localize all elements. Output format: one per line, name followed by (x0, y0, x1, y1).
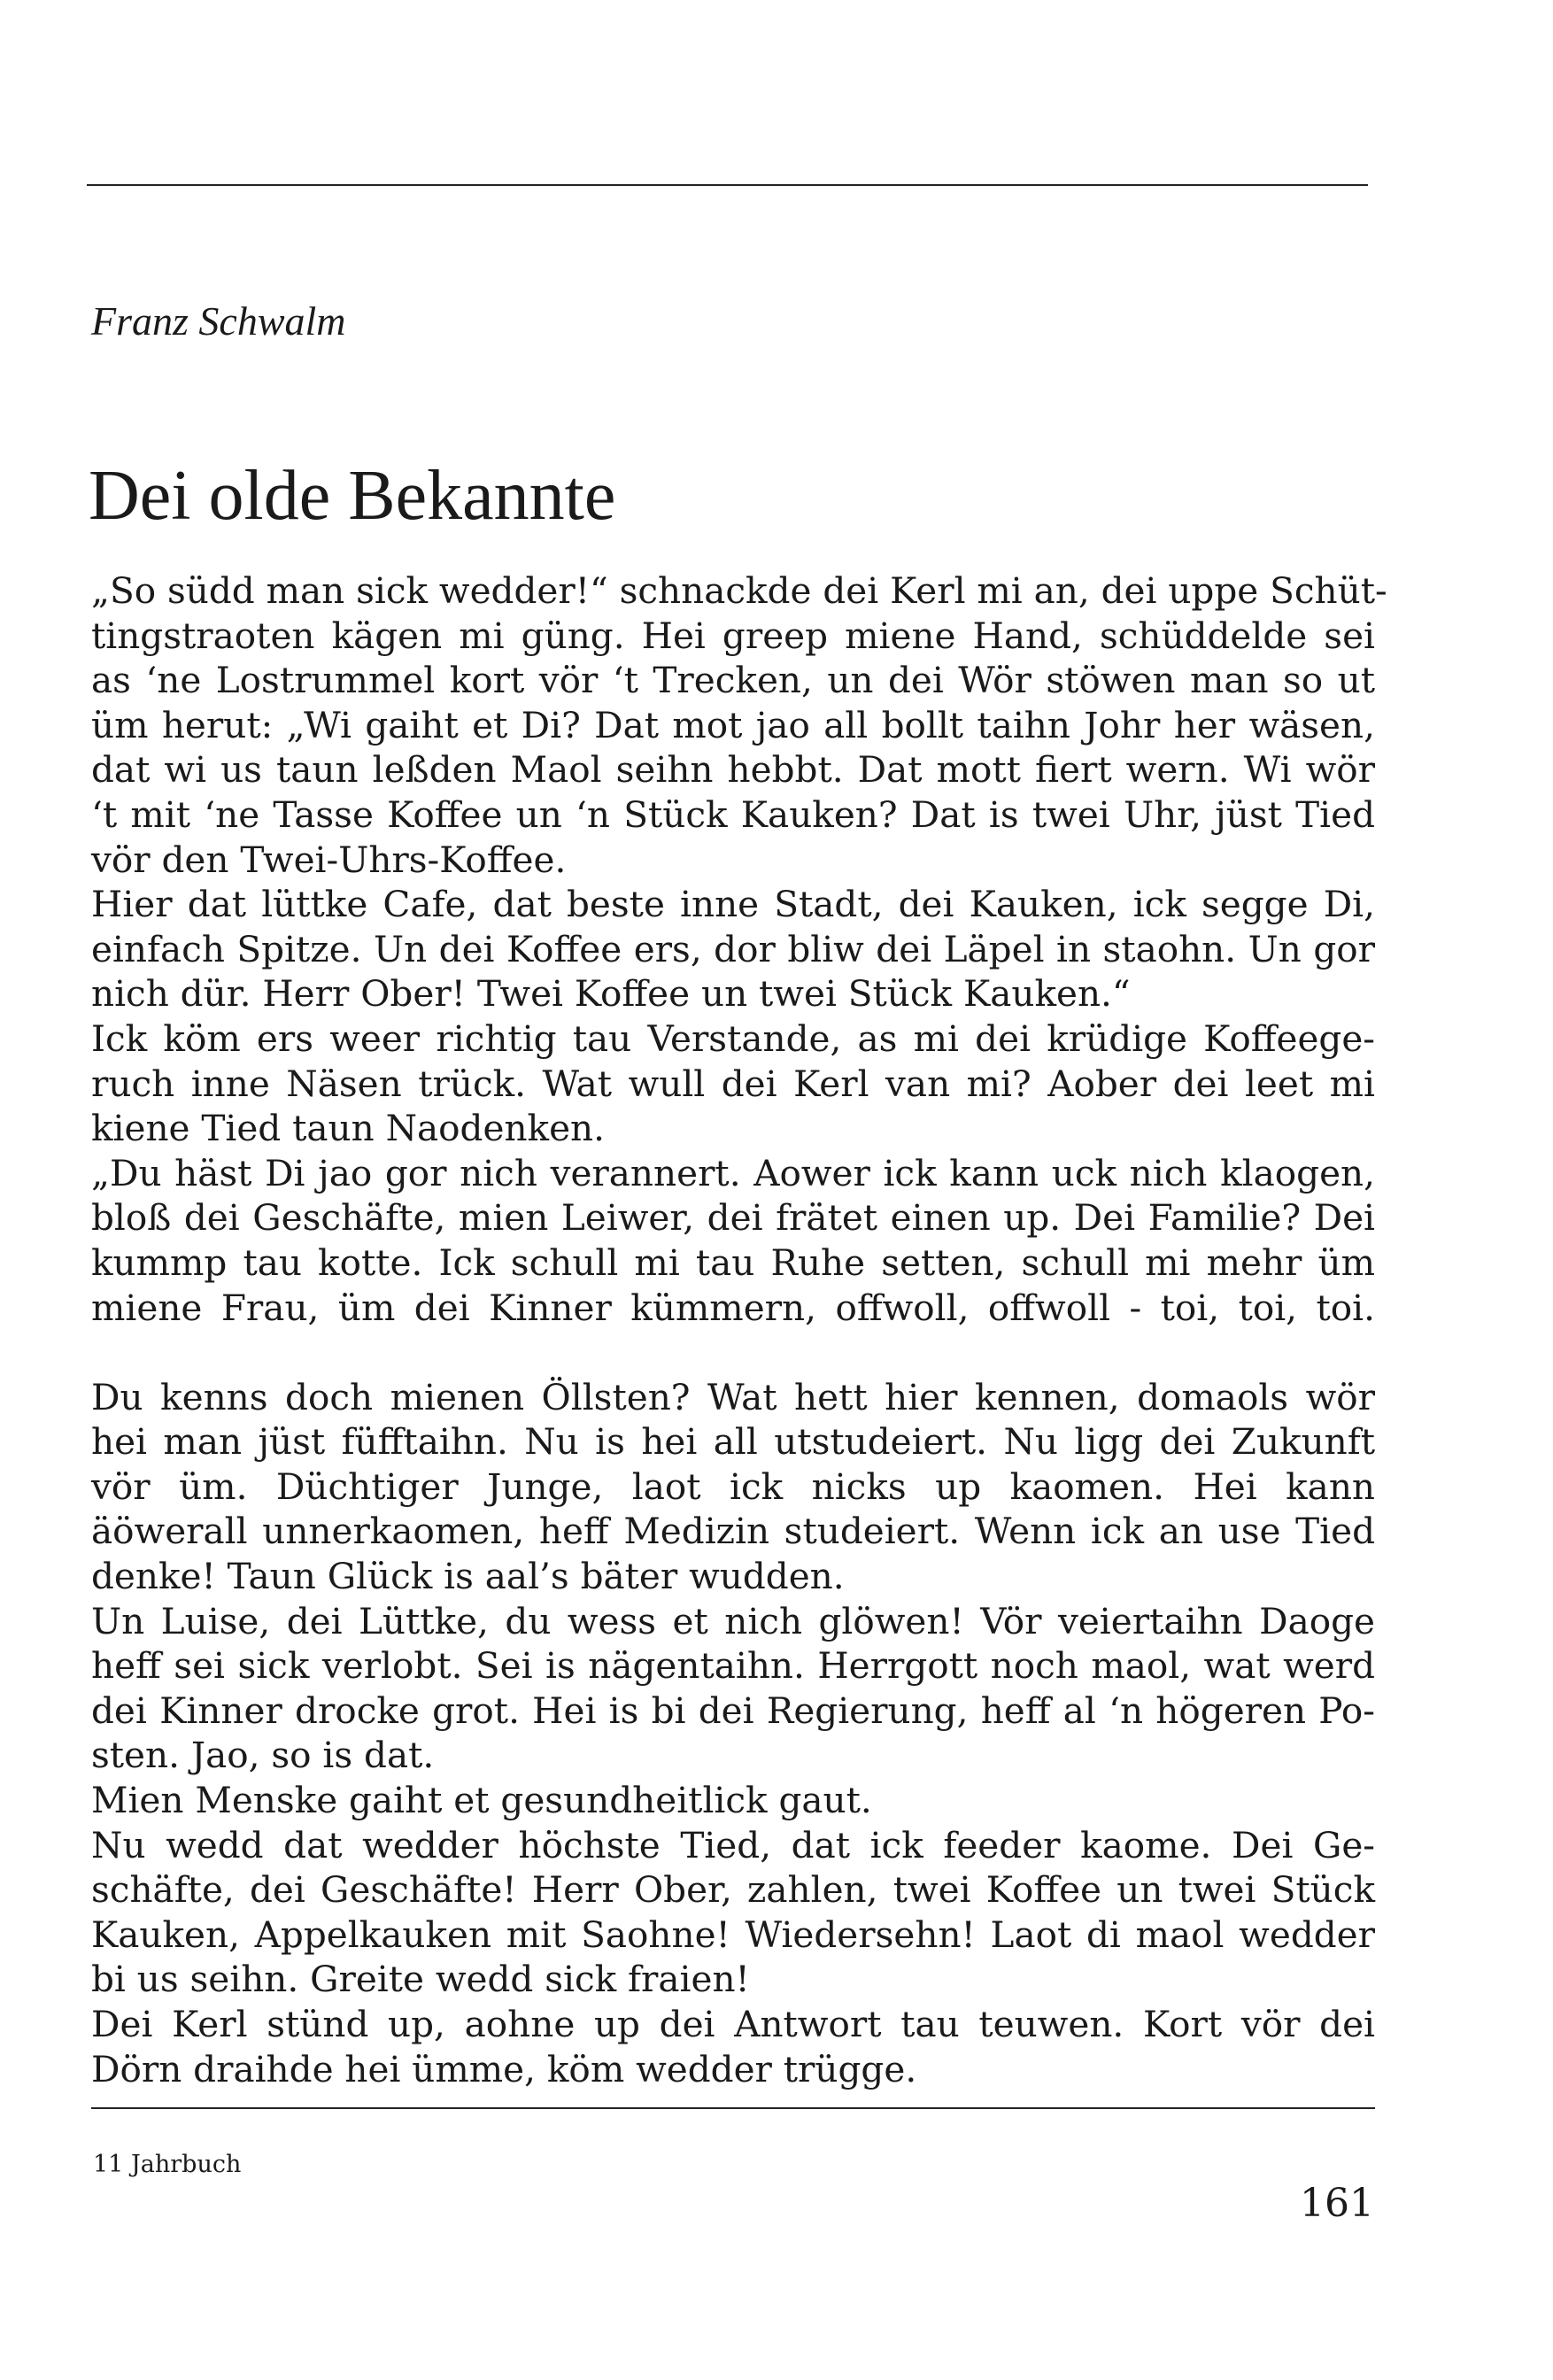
footer-note: 11 Jahrbuch (93, 2151, 242, 2178)
text-line: vör üm. Düchtiger Junge, laot ick nicks up kaomen. Hei kann (91, 1464, 1375, 1508)
text-line: Dei Kerl stünd up, aohne up dei Antwort tau teuwen. Kort vör dei (91, 2003, 1375, 2045)
text-line: einfach Spitze. Un dei Koffee ers, dor bliw dei Läpel in staohn. Un gor (91, 927, 1375, 970)
text-line: as ‘ne Lostrummel kort vör ‘t Trecken, un dei Wör stöwen man so ut (91, 659, 1375, 702)
text-line: denke! Taun Glück is aal’s bäter wudden. (91, 1555, 845, 1598)
story-body (91, 568, 1387, 2091)
text-line: „So südd man sick wedder!“ schnackde dei Kerl mi an, dei uppe Schüt- (91, 569, 1387, 612)
text-line: „Du häst Di jao gor nich verannert. Aower ick kann uck nich klaogen, (91, 1151, 1375, 1194)
text-line: sten. Jao, so is dat. (91, 1734, 435, 1777)
text-line: Kauken, Appelkauken mit Saohne! Wiedersehn! Laot di maol wedder (91, 1912, 1375, 1956)
header-rule (87, 184, 1368, 186)
text-line: heff sei sick verlobt. Sei is nägentaihn. Herrgott noch maol, wat werd (91, 1644, 1375, 1688)
text-line: bloß dei Geschäfte, mien Leiwer, dei frätet einen up. Dei Familie? Dei (91, 1196, 1375, 1240)
text-line: Mien Menske gaiht et gesundheitlick gaut. (91, 1779, 872, 1822)
paragraph-gap (91, 1330, 1375, 1375)
text-line: dat wi us taun leßden Maol seihn hebbt. Dat mott fiert wern. Wi wör (91, 748, 1375, 792)
text-line: Du kenns doch mienen Öllsten? Wat hett hier kennen, domaols wör (91, 1375, 1375, 1418)
text-line: kiene Tied taun Naodenken. (91, 1107, 605, 1150)
author-name: Franz Schwalm (91, 298, 346, 344)
text-line: miene Frau, üm dei Kinner kümmern, offwoll, offwoll - toi, toi, toi. (91, 1286, 1375, 1329)
text-line: bi us seihn. Greite wedd sick fraien! (91, 1958, 750, 2001)
text-line: äöwerall unnerkaomen, heff Medizin studeiert. Wenn ick an use Tied (91, 1510, 1375, 1553)
text-line: üm herut: „Wi gaiht et Di? Dat mot jao all bollt taihn Johr her wäsen, (91, 703, 1375, 746)
text-line: vör den Twei-Uhrs-Koffee. (91, 838, 567, 881)
text-line: Un Luise, dei Lüttke, du wess et nich glöwen! Vör veiertaihn Daoge (91, 1599, 1375, 1642)
story-title: Dei olde Bekannte (89, 457, 616, 535)
text-line: dei Kinner drocke grot. Hei is bi dei Regierung, heff al ‘n högeren Po- (91, 1688, 1375, 1732)
text-line: Dörn draihde hei ümme, köm wedder trügge. (91, 2047, 917, 2090)
text-line: tingstraoten kägen mi güng. Hei greep miene Hand, schüddelde sei (91, 614, 1375, 657)
text-line: Ick köm ers weer richtig tau Verstande, as mi dei krüdige Koffeege- (91, 1016, 1375, 1060)
text-line: kummp tau kotte. Ick schull mi tau Ruhe setten, schull mi mehr üm (91, 1240, 1375, 1284)
text-line: ruch inne Näsen trück. Wat wull dei Kerl van mi? Aober dei leet mi (91, 1062, 1375, 1105)
text-line: Hier dat lüttke Cafe, dat beste inne Stadt, dei Kauken, ick segge Di, (91, 883, 1375, 926)
text-line: Nu wedd dat wedder höchste Tied, dat ick feeder kaome. Dei Ge- (91, 1823, 1375, 1866)
page-number: 161 (1300, 2181, 1374, 2226)
text-line: nich dür. Herr Ober! Twei Koffee un twei Stück Kauken.“ (91, 972, 1131, 1016)
text-line: schäfte, dei Geschäfte! Herr Ober, zahlen, twei Koffee un twei Stück (91, 1868, 1375, 1912)
text-line: ‘t mit ‘ne Tasse Koffee un ‘n Stück Kauken? Dat is twei Uhr, jüst Tied (91, 792, 1375, 836)
footer-rule (91, 2107, 1375, 2109)
text-line: hei man jüst füfftaihn. Nu is hei all utstudeiert. Nu ligg dei Zukunft (91, 1420, 1375, 1464)
